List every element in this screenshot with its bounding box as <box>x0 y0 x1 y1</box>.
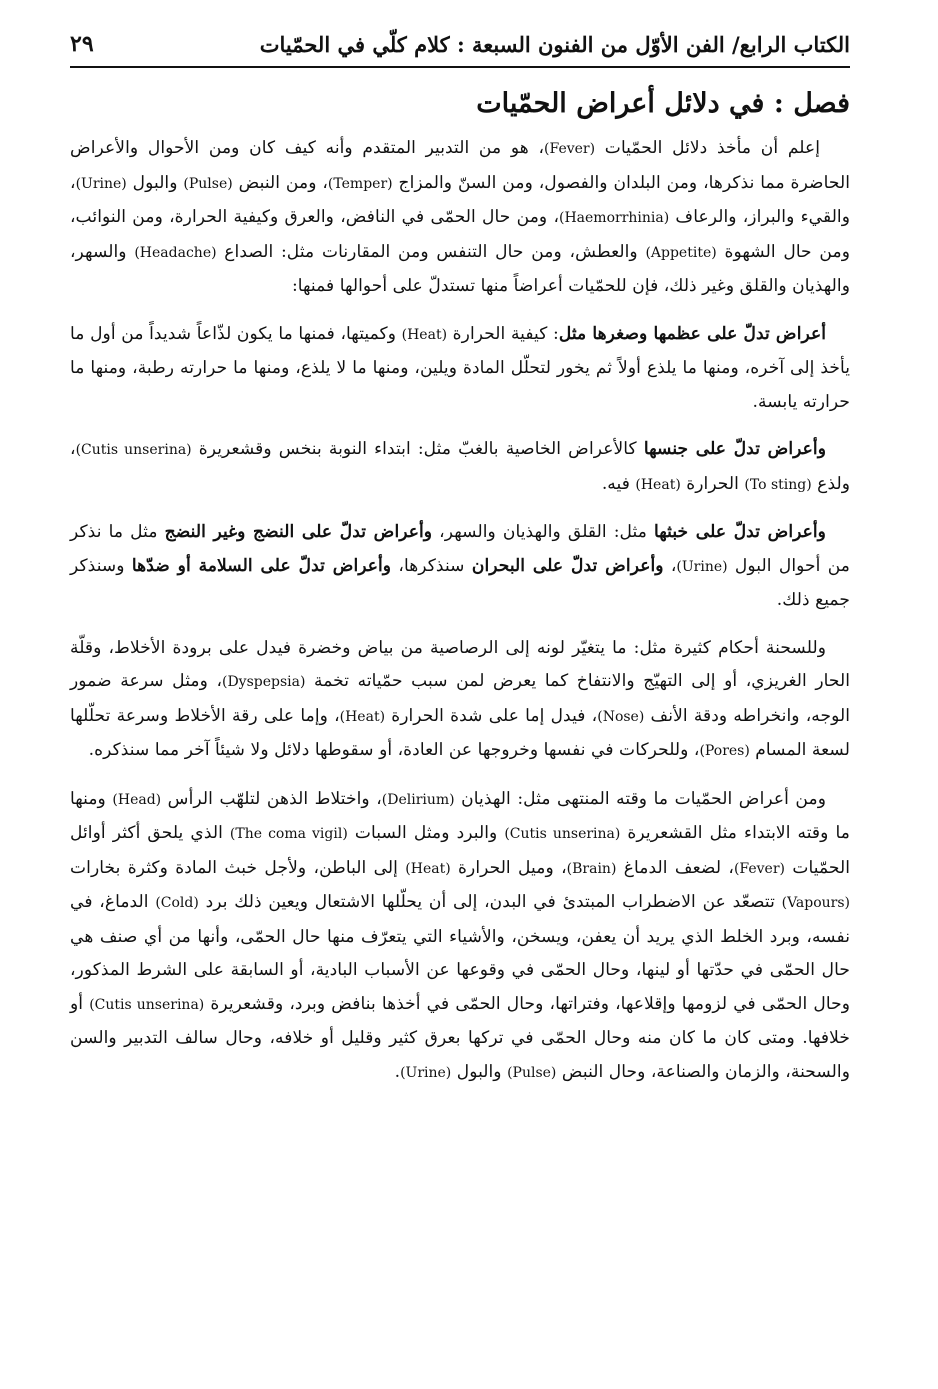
text-run: والبرد ومثل السبات <box>347 823 505 843</box>
running-head: الكتاب الرابع/ الفن الأوّل من الفنون السبعة : كلام كلّي في الحمّيات <box>259 31 850 57</box>
text-run: أو خلافها. ومتى كان ما كان منه وحال الحمّى في تركها بعرق كثير وقليل أو خلافه، وحال سالف التدبير والسن والسحنة، والزمان والصناعة، وحال النبض <box>70 993 850 1082</box>
text-run: : كيفية الحرارة <box>447 323 559 344</box>
text-run: كالأعراض الخاصية بالغبّ مثل: ابتداء النوبة بنخس وقشعريرة <box>191 439 644 459</box>
text-run: فيه. <box>601 473 636 494</box>
text-run: الحرارة <box>680 473 745 494</box>
text-run: تتصعّد عن الاضطراب المبتدئ في البدن، إلى أن يحلّلها الاشتعال ويعين ذلك برد <box>198 892 782 912</box>
paragraph <box>70 516 850 618</box>
latin-term: (Cold) <box>155 895 199 911</box>
page-number: ٢٩ <box>70 31 94 57</box>
paragraph <box>70 433 850 502</box>
latin-term: (Urine) <box>75 175 127 192</box>
text-run: . <box>394 1061 401 1082</box>
page-header <box>70 22 850 68</box>
text-run: ، ومن النبض <box>232 172 328 193</box>
latin-term: (Pulse) <box>507 1064 557 1081</box>
bold-phrase: وأعراض تدلّ على جنسها <box>643 439 826 459</box>
text-run: مثل: القلق والهذيان والسهر، <box>432 522 655 542</box>
text-run: والبول <box>126 172 184 193</box>
latin-term: (Pulse) <box>183 175 233 192</box>
text-run: ، ومن حال الحمّى في النافض، والعرق وكيفية الحرارة، ومن النوائب، ومن حال الشهوة <box>70 207 851 262</box>
text-run: ومنها ما وقته الابتداء مثل القشعريرة <box>70 788 850 843</box>
latin-term: (Urine) <box>676 558 728 575</box>
text-run: وسنذكر جميع ذلك. <box>70 555 850 610</box>
latin-term: (Heat) <box>405 860 451 877</box>
text-run: سنذكرها، <box>391 555 472 576</box>
text-run: ، وميل الحرارة <box>450 857 567 878</box>
text-run: ، والقيء والبراز، والرعاف <box>70 172 851 227</box>
text-run: ، ولذع <box>70 439 850 494</box>
latin-term: (To sting) <box>744 476 812 493</box>
latin-term: (Temper) <box>327 175 393 192</box>
latin-term: (The coma vigil) <box>229 826 348 842</box>
text-run: ومن أعراض الحمّيات ما وقته المنتهى مثل: الهذيان <box>454 788 826 809</box>
bold-phrase: وأعراض تدلّ على خبثها <box>654 522 826 542</box>
latin-term: (Brain) <box>566 860 617 877</box>
paragraph <box>70 783 850 1091</box>
text-run: ، واختلاط الذهن لتلهّب الرأس <box>161 788 382 809</box>
latin-term: (Nose) <box>597 708 645 725</box>
text-run: ، هو من التدبير المتقدم وأنه كيف كان ومن الأحوال والأعراض الحاضرة مما نذكرها، ومن البلدان والفصول، ومن السنّ والمزاج <box>70 138 850 193</box>
latin-term: (Headache) <box>134 244 217 261</box>
text-run: ، <box>663 555 677 576</box>
paragraph <box>70 318 850 420</box>
text-run: ، فيدل إما على شدة الحرارة <box>385 705 598 726</box>
text-run: ، وإما على رقة الأخلاط وسرعة تحلّلها لسعة المسام <box>70 705 850 760</box>
latin-term: (Fever) <box>544 141 596 157</box>
latin-term: (Delirium) <box>381 791 455 808</box>
latin-term: (Heat) <box>339 708 386 725</box>
latin-term: (Heat) <box>401 326 448 343</box>
bold-phrase: أعراض تدلّ على عظمها وصغرها مثل <box>558 323 826 344</box>
text-run: الذي يلحق أكثر أوائل الحمّيات <box>70 823 850 878</box>
latin-term: (Pores) <box>699 743 750 759</box>
latin-term: (Dyspepsia) <box>222 674 306 690</box>
text-run: ، لضعف الدماغ <box>616 857 734 878</box>
text-run: والعطش، ومن حال التنفس ومن المقارنات مثل: الصداع <box>216 241 646 262</box>
text-run: مثل ما نذكر من أحوال البول <box>70 522 850 576</box>
latin-term: (Heat) <box>635 476 681 493</box>
text-run: ، وللحركات في نفسها وخروجها عن العادة، أو سقوطها دلائل ولا شيئاً آخر مما سنذكره. <box>88 740 700 760</box>
latin-term: (Cutis unserina) <box>89 996 205 1013</box>
latin-term: (Appetite) <box>645 244 717 261</box>
latin-term: (Head) <box>112 791 162 808</box>
text-run: إعلم أن مأخذ دلائل الحمّيات <box>595 138 820 158</box>
text-run: والبول <box>451 1061 508 1082</box>
text-run: ، ومثل سرعة ضمور الوجه، وانخراطه ودقة الأنف <box>70 671 850 726</box>
bold-phrase: وأعراض تدلّ على النضج وغير النضج <box>164 522 433 542</box>
latin-term: (Vapours) <box>781 895 850 911</box>
paragraph-list <box>70 132 850 1090</box>
bold-phrase: وأعراض تدلّ على البحران <box>471 555 664 576</box>
text-run: الدماغ، في نفسه، وبرد الخلط الذي يريد أن يعفن، ويسخن، والأشياء التي يتعرّف منها حال الحمّى، وأنها من أي صنف هي حال الحمّى في حدّتها أو لينها، وحال الحمّى في وقوعها عن الأسباب البادية، أو السابقة على الشرط المذكور، وحال الحمّى في لزومها وإقلاعها، وفتراتها، وحال الحمّى في أخذها بنافض وبرد، وقشعريرة <box>70 892 850 1014</box>
latin-term: (Cutis unserina) <box>75 442 192 458</box>
latin-term: (Urine) <box>400 1064 452 1081</box>
paragraph <box>70 132 850 304</box>
text-run: والسهر، والهذيان والقلق وغير ذلك، فإن للحمّيات أعراضاً منها تستدلّ على أحوالها فمنها: <box>70 241 850 296</box>
latin-term: (Haemorrhinia) <box>559 210 670 226</box>
latin-term: (Cutis unserina) <box>504 826 621 842</box>
page-body <box>70 82 850 1104</box>
paragraph <box>70 632 850 769</box>
bold-phrase: وأعراض تدلّ على السلامة أو ضدّها <box>131 555 392 576</box>
latin-term: (Fever) <box>733 860 785 877</box>
text-run: وكميتها، فمنها ما يكون لذّاعاً شديداً من أول ما يأخذ إلى آخره، ومنها ما يلذع أولاً ثم يخور لتحلّل المادة ويلين، ومنها ما لا يلذع، ومنها ما حرارته رطبة، ومنها ما حرارته يابسة. <box>70 323 850 412</box>
section-title: فصل : في دلائل أعراض الحمّيات <box>476 88 850 119</box>
text-run: وللسحنة أحكام كثيرة مثل: ما يتغيّر لونه إلى الرصاصية من بياض وخضرة فيدل على برودة الأخلاط، وقلّة الحار الغريزي، أو إلى التهيّج والانتفاخ كما يعرض لمن سبب حمّياته تخمة <box>70 637 850 691</box>
text-run: إلى الباطن، ولأجل خبث المادة وكثرة بخارات <box>70 857 406 878</box>
